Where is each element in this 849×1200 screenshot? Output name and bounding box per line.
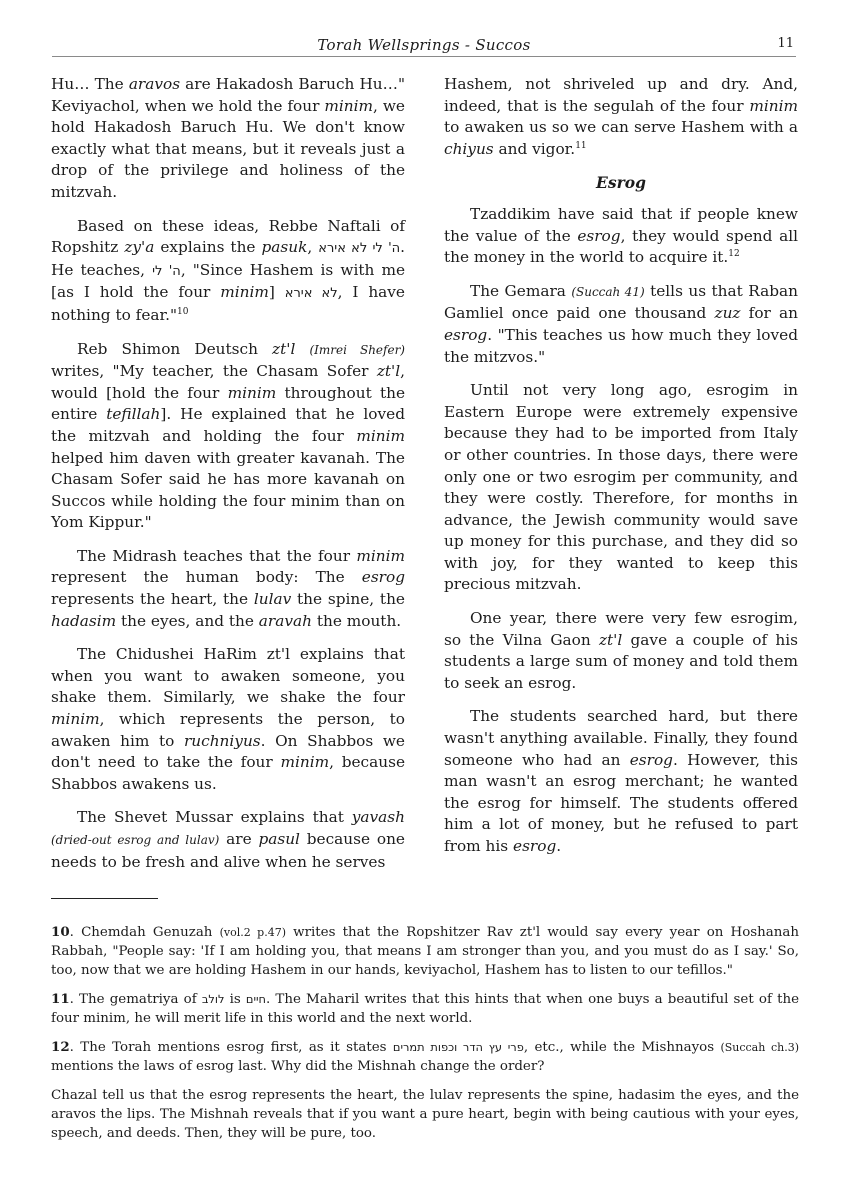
paragraph: Until not very long ago, esrogim in Eastern Europe were extremely expensive because they had to be imported from Italy or other countries. In those days, there were only one or two esrogim per community, and they were costly. Therefore, for months in advance, the Jewish community would save up money for this purchase, and they did so with joy, for they wanted to keep this precious mitzvah. bbox=[444, 381, 798, 594]
paragraph: Hashem, not shriveled up and dry. And, indeed, that is the segulah of the four minim to awaken us so we can serve Hashem with a chiyus and vigor.$^{11}$ bbox=[444, 75, 798, 158]
page-header bbox=[52, 36, 796, 57]
footnote-ref: 11 bbox=[575, 140, 587, 151]
paragraph: The Chidushei HaRim zt'l explains that when you want to awaken someone, you shake them. Similarly, we shake the four minim, which represents the person, to awaken him to ruchniyus. On Shabbos we don't need to take the four minim, because Shabbos awakens us. bbox=[51, 645, 406, 793]
footnotes bbox=[51, 923, 799, 1153]
paragraph: Tzaddikim have said that if people knew the value of the esrog, they would spend all the money in the world to acquire it.$^{12}$ bbox=[444, 204, 799, 267]
paragraph: The Shevet Mussar explains that yavash (dried-out esrog and lulav) are pasul because one needs to be fresh and alive when he serves bbox=[51, 808, 405, 871]
page-number: 11 bbox=[777, 36, 794, 51]
paragraph: The Midrash teaches that the four minim represent the human body: The esrog represents the heart, the lulav the spine, the hadasim the eyes, and the aravah the mouth. bbox=[51, 546, 405, 630]
footnote-divider bbox=[51, 898, 158, 899]
footnote-ref: 10 bbox=[177, 306, 189, 317]
paragraph: One year, there were very few esrogim, so the Vilna Gaon zt'l gave a couple of his students a large sum of money and told them to seek an esrog. bbox=[444, 609, 798, 692]
footnote: 11. The gematriya of לולב is חיים. The Maharil writes that this hints that when one buys a beautiful set of the four minim, he will merit life in this world and the next world. bbox=[51, 991, 800, 1026]
paragraph: The students searched hard, but there wasn't anything available. Finally, they found someone who had an esrog. However, this man wasn't an esrog merchant; he wanted the esrog for himself. The students offered him a lot of money, but he refused to part from his esrog. bbox=[444, 707, 798, 855]
left-column bbox=[51, 74, 405, 885]
paragraph: The Gemara (Succah 41) tells us that Raban Gamliel once paid one thousand zuz for an esrog. "This teaches us how much they loved the mitzvos." bbox=[444, 281, 799, 366]
footnote: 10. Chemdah Genuzah (vol.2 p.47) writes that the Ropshitzer Rav zt'l would say every year on Hoshanah Rabbah, "People say: 'If I am holding you, that means I am stronger than you, and you must do as I say.' So, too, now that we are holding Hashem in our hands, keviyachol, Hashem has to listen to our tefillos." bbox=[51, 924, 800, 978]
paragraph: Hu… The aravos are Hakadosh Baruch Hu…" Keviyachol, when we hold the four minim, we hold Hakadosh Baruch Hu. We don't know exactly what that means, but it reveals just a drop of the privilege and holiness of the mitzvah. bbox=[51, 75, 405, 201]
paragraph: Based on these ideas, Rebbe Naftali of Ropshitz zy'a explains the pasuk, ה' לי לא אירא. He teaches, ה' לי, "Since Hashem is with me [as I hold the four minim] לא אירא, I have nothing to fear."$^{10}$ bbox=[51, 216, 406, 324]
footnote: 12. The Torah mentions esrog first, as it states פרי עץ הדר וכפות תמרים, etc., while the Mishnayos (Succah ch.3) mentions the laws of esrog last. Why did the Mishnah change the order? bbox=[51, 1039, 799, 1074]
section-heading: Esrog bbox=[596, 173, 646, 193]
paragraph: Reb Shimon Deutsch zt'l (Imrei Shefer) writes, "My teacher, the Chasam Sofer zt'l, would [hold the four minim throughout the entire tefillah]. He explained that he loved the mitzvah and holding the four minim helped him daven with greater kavanah. The Chasam Sofer said he has more kavanah on Succos while holding the four minim than on Yom Kippur." bbox=[51, 339, 405, 532]
footnote-continuation: Chazal tell us that the esrog represents the heart, the lulav represents the spine, hadasim the eyes, and the aravos the lips. The Mishnah reveals that if you want a pure heart, begin with being cautious with your eyes, speech, and deeds. Then, they will be pure, too. bbox=[51, 1088, 799, 1141]
running-title: Torah Wellsprings - Succos bbox=[317, 36, 531, 54]
right-column bbox=[444, 74, 798, 870]
footnote-ref: 12 bbox=[728, 249, 740, 260]
